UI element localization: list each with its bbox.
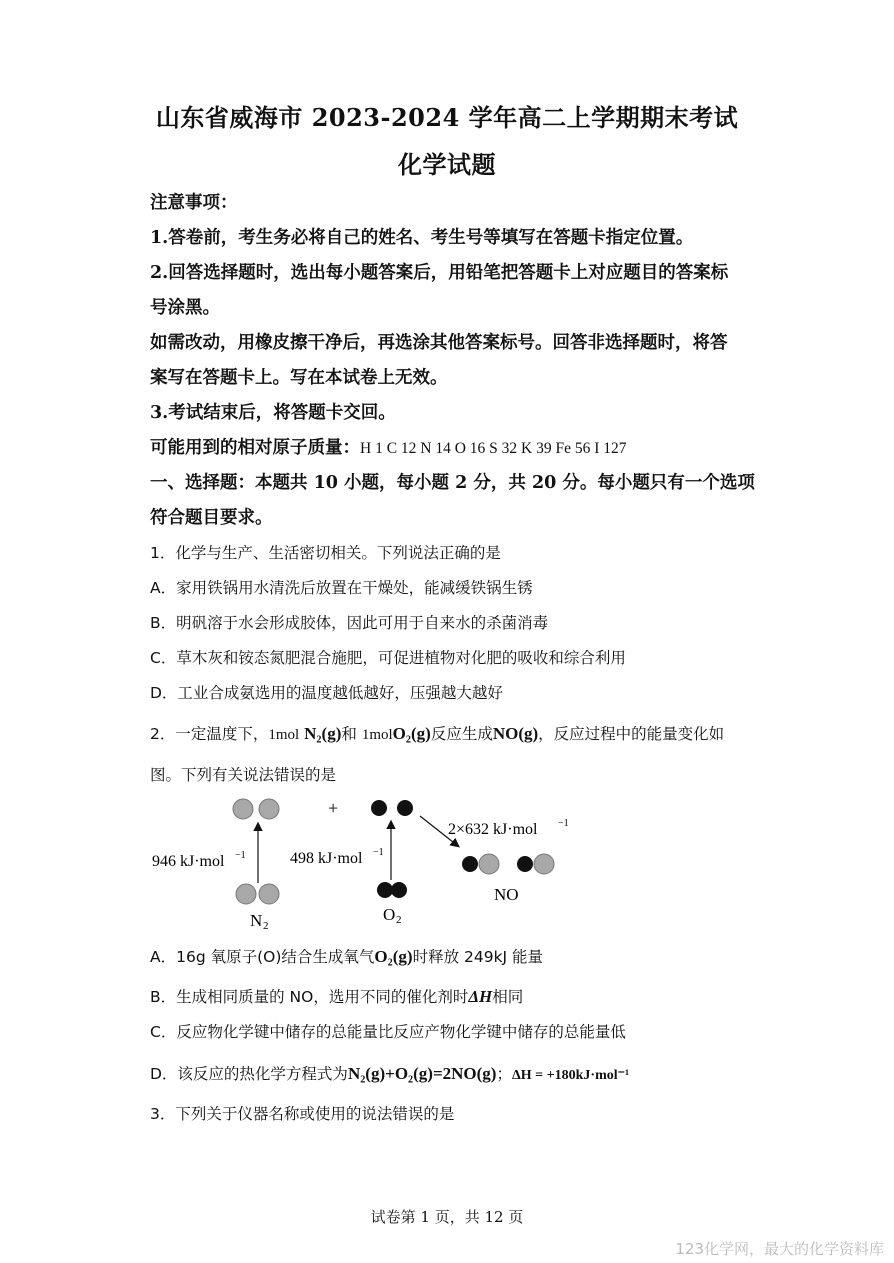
q2-stem-text-3: 反应生成	[430, 725, 493, 743]
exam-subject: 化学试题	[398, 150, 496, 179]
energy-o2-label: 498 kJ·mol	[290, 850, 363, 867]
energy-o2-sup: −1	[373, 847, 384, 858]
q2-option-d-separator: ；	[496, 1065, 512, 1083]
q2-option-a-formula: O₂(g)	[374, 947, 413, 966]
q2-option-a	[150, 945, 750, 969]
o2-molecule-bottom	[377, 882, 407, 898]
atomic-mass-label: 可能用到的相对原子质量：	[150, 438, 360, 458]
q2-formula-n2: N₂(g)	[304, 724, 342, 743]
notes-heading: 注意事项：	[150, 193, 238, 213]
q2-stem-text-1: 2．一定温度下，	[150, 725, 269, 743]
no-molecule-2	[517, 854, 554, 874]
section1-heading-line1: 一、选择题：本题共 10 小题，每小题 2 分，共 20 分。每小题只有一个选项	[150, 473, 755, 493]
atomic-mass-values: H 1 C 12 N 14 O 16 S 32 K 39 Fe 56 I 127	[360, 440, 627, 457]
q2-option-a-text-1: 16g 氧原子(O)结合生成氧气	[176, 948, 375, 966]
q1-option-b: B．明矾溶于水会形成胶体，因此可用于自来水的杀菌消毒	[150, 614, 549, 632]
q2-stem-amount-1: 1mol	[268, 727, 300, 743]
o2-molecule-top	[371, 800, 413, 816]
q2-stem-line2: 图。下列有关说法错误的是	[150, 766, 337, 784]
n2-molecule-bottom	[236, 884, 279, 904]
page-footer: 试卷第 1 页，共 12 页	[370, 1208, 524, 1226]
q2-option-b	[150, 985, 750, 1009]
note-2b-line2: 案写在答题卡上。写在本试卷上无效。	[150, 368, 448, 388]
q2-stem-line1	[150, 722, 750, 747]
plus-sign: +	[328, 798, 339, 818]
energy-diagram	[140, 788, 590, 936]
q3-stem: 3．下列关于仪器名称或使用的说法错误的是	[150, 1105, 455, 1123]
n2-label-sub: 2	[263, 920, 269, 932]
q2-option-b-text-1: B．生成相同质量的 NO，选用不同的催化剂时	[150, 988, 469, 1006]
q2-option-c: C．反应物化学键中储存的总能量比反应产物化学键中储存的总能量低	[150, 1023, 626, 1041]
n2-molecule-top	[233, 799, 279, 819]
no-label: NO	[494, 885, 519, 904]
energy-no-sup: −1	[558, 818, 569, 829]
q1-stem: 1．化学与生产、生活密切相关。下列说法正确的是	[150, 544, 501, 562]
section1-heading-line2: 符合题目要求。	[150, 508, 273, 528]
energy-n2-sup: −1	[235, 850, 246, 861]
q1-option-d: D．工业合成氨选用的温度越低越好，压强越大越好	[150, 684, 503, 702]
q2-formula-o2: O₂(g)	[392, 724, 431, 743]
q2-option-d	[150, 1062, 750, 1088]
n2-label: N	[250, 911, 263, 930]
watermark: 123化学网，最大的化学资料库	[675, 1240, 884, 1258]
q2-option-d-enthalpy: ΔH = +180kJ·mol⁻¹	[512, 1068, 630, 1083]
note-2b-line1: 如需改动，用橡皮擦干净后，再选涂其他答案标号。回答非选择题时，将答	[150, 333, 728, 353]
q2-option-a-letter: A．	[150, 948, 177, 966]
no-molecule-1	[462, 854, 499, 874]
note-2-line2: 号涂黑。	[150, 298, 220, 318]
note-3: 3.考试结束后，将答题卡交回。	[150, 403, 396, 423]
exam-title: 山东省威海市 2023-2024 学年高二上学期期末考试	[155, 103, 739, 132]
q2-option-b-text-2: 相同	[492, 988, 524, 1006]
o2-label: O	[383, 905, 396, 924]
energy-no-label: 2×632 kJ·mol	[448, 821, 538, 838]
q2-stem-amount-2: 1mol	[361, 727, 393, 743]
q2-option-d-equation: N₂(g)+O₂(g)=2NO(g)	[347, 1064, 497, 1083]
q2-option-b-formula: ΔH	[468, 987, 493, 1006]
note-2-line1: 2.回答选择题时，选出每小题答案后，用铅笔把答题卡上对应题目的答案标	[150, 263, 729, 283]
energy-n2-label: 946 kJ·mol	[152, 853, 225, 870]
q2-option-d-text-1: D．该反应的热化学方程式为	[150, 1065, 348, 1083]
q2-option-a-text-2: 时释放 249kJ 能量	[412, 948, 544, 966]
q1-option-c: C．草木灰和铵态氮肥混合施肥，可促进植物对化肥的吸收和综合利用	[150, 649, 626, 667]
note-1: 1.答卷前，考生务必将自己的姓名、考生号等填写在答题卡指定位置。	[150, 228, 694, 248]
o2-label-sub: 2	[396, 914, 402, 926]
q1-option-a: A．家用铁锅用水清洗后放置在干燥处，能减缓铁锅生锈	[150, 579, 533, 597]
q2-stem-text-2: 和	[341, 725, 357, 743]
q2-formula-no: NO(g)	[492, 724, 539, 743]
q2-stem-text-4: ，反应过程中的能量变化如	[538, 725, 725, 743]
atomic-mass-line	[150, 436, 750, 461]
